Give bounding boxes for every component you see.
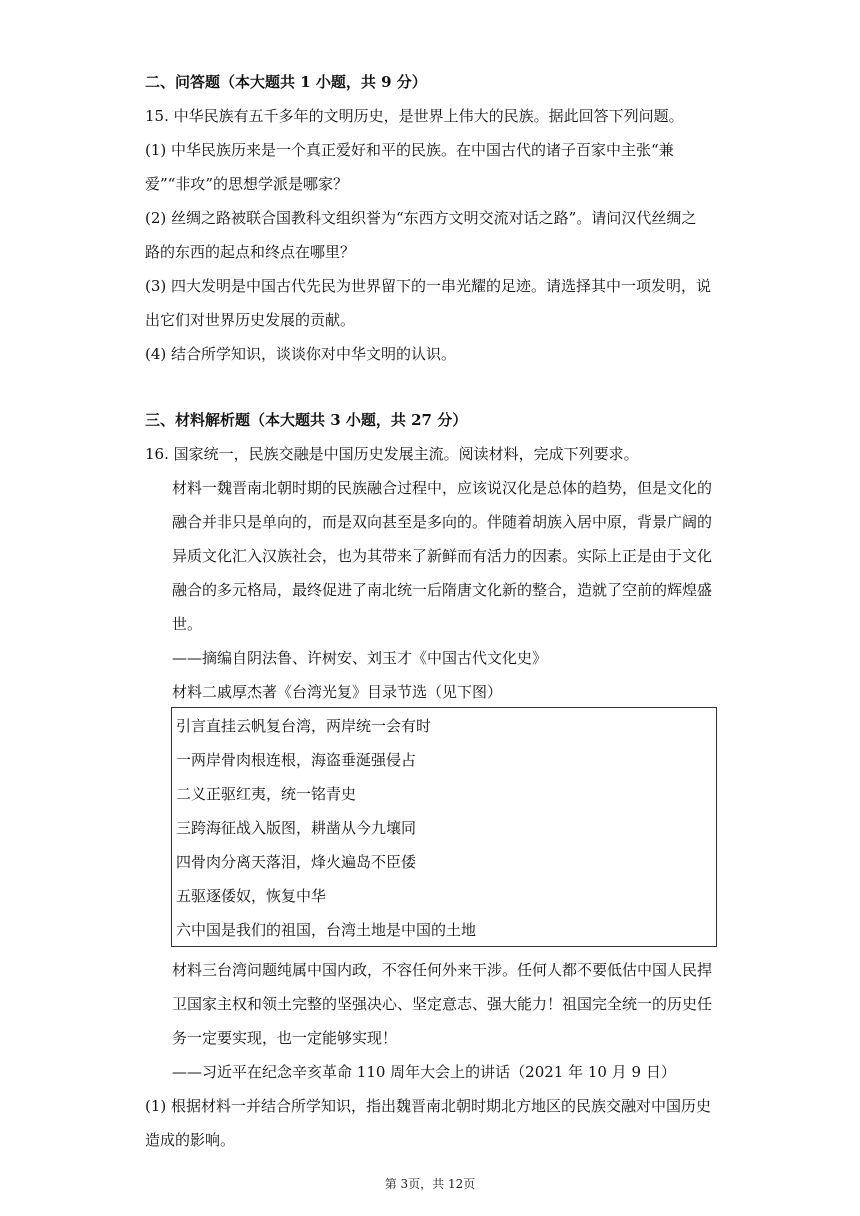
question-15-stem: 15. 中华民族有五千多年的文明历史，是世界上伟大的民族。据此回答下列问题。 bbox=[145, 107, 684, 125]
page-number-footer: 第 3页，共 12页 bbox=[384, 1177, 476, 1191]
toc-item: 六中国是我们的祖国，台湾土地是中国的土地 bbox=[176, 921, 477, 939]
material-3-line-1: 材料三台湾问题纯属中国内政，不容任何外来干涉。任何人都不要低估中国人民捍 bbox=[172, 961, 713, 979]
toc-item: 引言直挂云帆复台湾，两岸统一会有时 bbox=[176, 717, 432, 735]
question-15-part-3-line-1: (3) 四大发明是中国古代先民为世界留下的一串光耀的足迹。请选择其中一项发明，说 bbox=[145, 277, 712, 295]
question-16-stem: 16. 国家统一，民族交融是中国历史发展主流。阅读材料，完成下列要求。 bbox=[145, 445, 639, 463]
toc-item: 三跨海征战入版图，耕凿从今九壤同 bbox=[176, 819, 417, 837]
table-of-contents-box bbox=[171, 707, 717, 947]
toc-item: 五驱逐倭奴，恢复中华 bbox=[176, 887, 327, 905]
material-3-source: ——习近平在纪念辛亥革命 110 周年大会上的讲话（2021 年 10 月 9 日） bbox=[172, 1063, 676, 1081]
section-3-heading: 三、材料解析题（本大题共 3 小题，共 27 分） bbox=[145, 411, 468, 429]
toc-item: 一两岸骨肉根连根，海盗垂涎强侵占 bbox=[176, 751, 417, 769]
question-15-part-1-line-2: 爱”“非攻”的思想学派是哪家？ bbox=[145, 175, 349, 193]
question-15-part-3-line-2: 出它们对世界历史发展的贡献。 bbox=[145, 311, 356, 329]
question-15-part-2-line-1: (2) 丝绸之路被联合国教科文组织誉为“东西方文明交流对话之路”。请问汉代丝绸之 bbox=[145, 209, 697, 227]
question-16-part-1-line-1: (1) 根据材料一并结合所学知识，指出魏晋南北朝时期北方地区的民族交融对中国历史 bbox=[145, 1097, 712, 1115]
section-2-heading: 二、问答题（本大题共 1 小题，共 9 分） bbox=[145, 73, 427, 91]
question-16-part-1-line-2: 造成的影响。 bbox=[145, 1131, 236, 1149]
toc-item: 二义正驱红夷，统一铭青史 bbox=[176, 785, 357, 803]
material-3-line-2: 卫国家主权和领土完整的坚强决心、坚定意志、强大能力！祖国完全统一的历史任 bbox=[172, 995, 713, 1013]
material-1-line-4: 融合的多元格局，最终促进了南北统一后隋唐文化新的整合，造就了空前的辉煌盛 bbox=[172, 581, 713, 599]
question-15-part-1-line-1: (1) 中华民族历来是一个真正爱好和平的民族。在中国古代的诸子百家中主张“兼 bbox=[145, 141, 674, 159]
material-2-intro: 材料二戚厚杰著《台湾光复》目录节选（见下图） bbox=[172, 683, 503, 701]
material-1-line-1: 材料一魏晋南北朝时期的民族融合过程中，应该说汉化是总体的趋势，但是文化的 bbox=[172, 479, 713, 497]
question-15-part-2-line-2: 路的东西的起点和终点在哪里？ bbox=[145, 243, 356, 261]
material-1-line-5: 世。 bbox=[172, 615, 203, 633]
material-1-line-2: 融合并非只是单向的，而是双向甚至是多向的。伴随着胡族入居中原，背景广阔的 bbox=[172, 513, 713, 531]
material-1-line-3: 异质文化汇入汉族社会，也为其带来了新鲜而有活力的因素。实际上正是由于文化 bbox=[172, 547, 713, 565]
material-1-source: ——摘编自阴法鲁、许树安、刘玉才《中国古代文化史》 bbox=[172, 649, 548, 667]
toc-item: 四骨肉分离天落泪，烽火遍岛不臣倭 bbox=[176, 853, 417, 871]
material-3-line-3: 务一定要实现，也一定能够实现！ bbox=[172, 1029, 398, 1047]
question-15-part-4: (4) 结合所学知识，谈谈你对中华文明的认识。 bbox=[145, 345, 457, 363]
